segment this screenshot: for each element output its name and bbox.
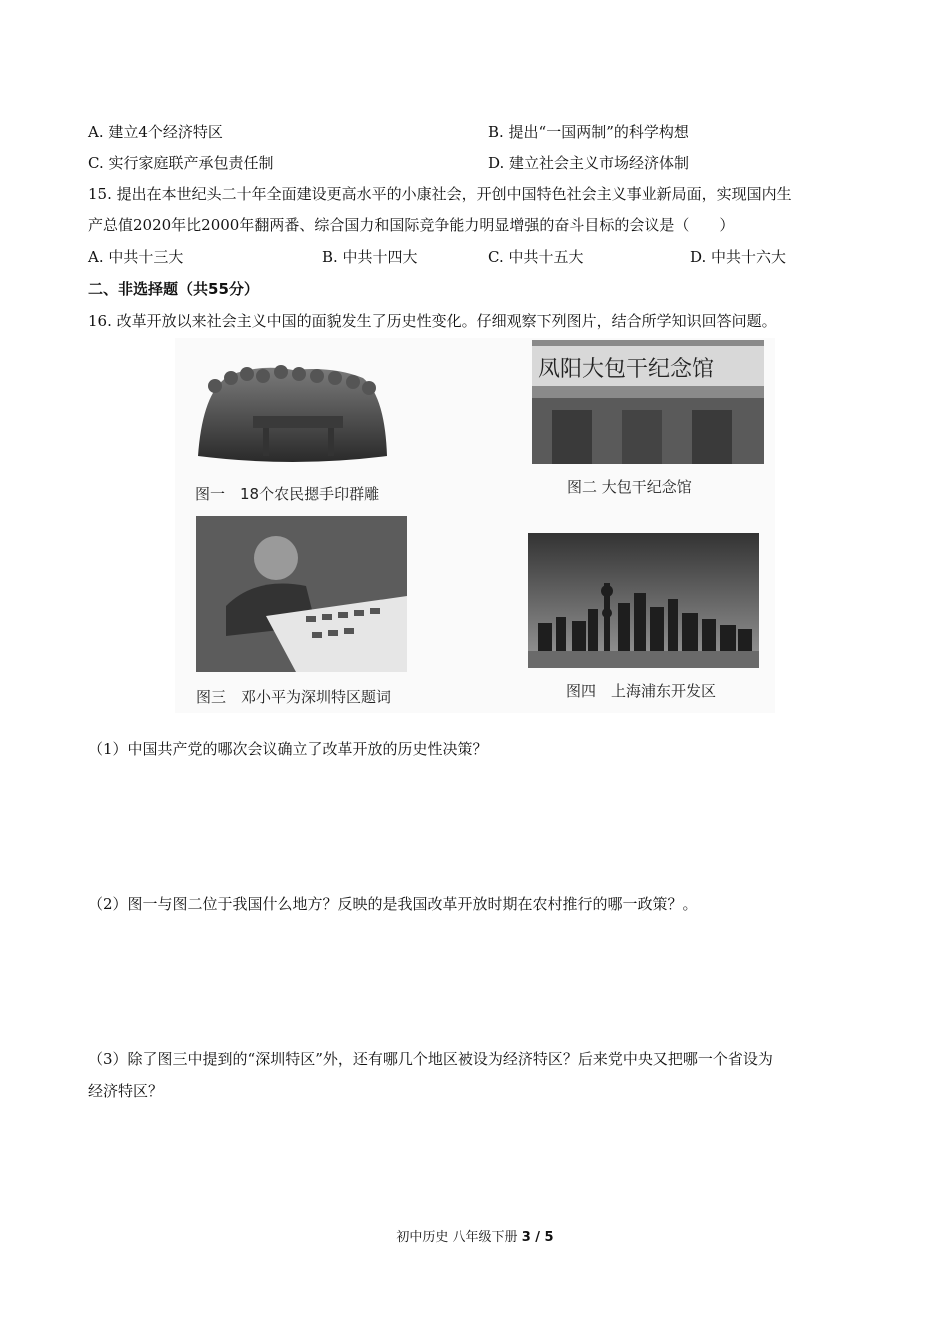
- page-footer: [0, 1226, 950, 1245]
- figure1-image: [193, 356, 391, 474]
- q16-sub2: （2）图一与图二位于我国什么地方？反映的是我国改革开放时期在农村推行的哪一政策？。: [88, 895, 698, 913]
- sculpture-illustration: [193, 356, 391, 474]
- q15-stem-line2: 产总值2020年比2000年翻两番、综合国力和国际竞争能力明显增强的奋斗目标的会议是（ ）: [88, 216, 735, 234]
- skyline-illustration: [528, 533, 759, 668]
- q16-stem: 16. 改革开放以来社会主义中国的面貌发生了历史性变化。仔细观察下列图片，结合所学知识回答问题。: [88, 312, 777, 330]
- q16-sub3-line2: 经济特区？: [88, 1082, 164, 1100]
- q16-sub1: （1）中国共产党的哪次会议确立了改革开放的历史性决策？: [88, 740, 488, 758]
- q15-option-a: A. 中共十三大: [88, 248, 184, 266]
- figure2-caption: 图二 大包干纪念馆: [567, 478, 692, 496]
- q14-option-b: B. 提出“一国两制”的科学构想: [488, 123, 689, 141]
- figure4-image: [528, 533, 759, 668]
- figure3-caption: 图三 邓小平为深圳特区题词: [196, 688, 392, 706]
- figure2-sign-text: 凤阳大包干纪念馆: [538, 357, 715, 382]
- figure2-image: [532, 340, 764, 464]
- q16-sub3-line1: （3）除了图三中提到的“深圳特区”外，还有哪几个地区被设为经济特区？后来党中央又把哪一个省设为: [88, 1050, 773, 1068]
- figure4-caption: 图四 上海浦东开发区: [566, 682, 717, 700]
- q15-option-d: D. 中共十六大: [690, 248, 787, 266]
- q14-option-a: A. 建立4个经济特区: [88, 123, 223, 141]
- q15-option-c: C. 中共十五大: [488, 248, 584, 266]
- q15-stem-line1: 15. 提出在本世纪头二十年全面建设更高水平的小康社会，开创中国特色社会主义事业新局面，实现国内生: [88, 185, 792, 203]
- q14-option-c: C. 实行家庭联产承包责任制: [88, 154, 274, 172]
- figure3-image: [196, 516, 407, 672]
- page-number: 3 / 5: [521, 1230, 554, 1245]
- section-title: 二、非选择题（共55分）: [88, 280, 259, 298]
- footer-text: 初中历史 八年级下册: [396, 1230, 518, 1245]
- q15-option-b: B. 中共十四大: [322, 248, 418, 266]
- figure1-caption: 图一 18个农民摁手印群雕: [195, 485, 380, 503]
- q14-option-d: D. 建立社会主义市场经济体制: [488, 154, 690, 172]
- inscription-illustration: [196, 516, 407, 672]
